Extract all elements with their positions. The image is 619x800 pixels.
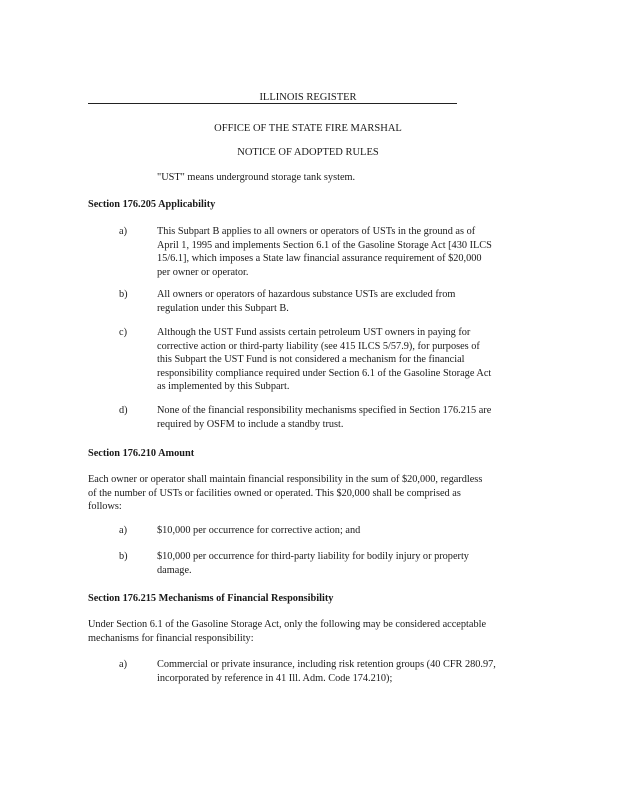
section-205-heading: Section 176.205 Applicability (88, 199, 216, 210)
section-215-body: Under Section 6.1 of the Gasoline Storage Act, only the following may be considered acceptable mechanisms for financial responsibility: (88, 619, 487, 644)
section-210-body: Each owner or operator shall maintain financial responsibility in the sum of $20,000, regardless of the number of USTs or facilities owned or operated. This $20,000 shall be comprised as follows: (88, 474, 483, 513)
section-215-item-a: Commercial or private insurance, including risk retention groups (40 CFR 280.97, incorporated by reference in 41 Ill. Adm. Code 174.210); (157, 659, 496, 684)
section-205-item-c: Although the UST Fund assists certain petroleum UST owners in paying for corrective action or third-party liability (see 415 ILCS 5/57.9), for purposes of this Subpart the UST Fund is not considered a mechanism for the financial responsibility compliance required under Section 6.1 of the Gasoline Storage Act as implemented by this Subpart. (157, 327, 492, 393)
section-205-item-b: All owners or operators of hazardous substance USTs are excluded from regulation under this Subpart B. (157, 289, 456, 314)
register-title: ILLINOIS REGISTER (259, 92, 357, 103)
item-label: a) (119, 525, 127, 536)
item-label: d) (119, 405, 128, 416)
agency-title: OFFICE OF THE STATE FIRE MARSHAL (214, 123, 402, 134)
section-205-item-a: This Subpart B applies to all owners or operators of USTs in the ground as of April 1, 1995 and implements Section 6.1 of the Gasoline Storage Act [430 ILCS 15/6.1], which imposes a State law financial assurance requirement of $20,000 per owner or operator. (157, 226, 492, 278)
notice-title: NOTICE OF ADOPTED RULES (237, 147, 379, 158)
section-215-heading: Section 176.215 Mechanisms of Financial Responsibility (88, 593, 334, 604)
item-label: b) (119, 551, 128, 562)
item-label: c) (119, 327, 127, 338)
section-205-item-d: None of the financial responsibility mechanisms specified in Section 176.215 are required by OSFM to include a standby trust. (157, 405, 492, 430)
section-210-item-a: $10,000 per occurrence for corrective action; and (157, 525, 361, 536)
ust-definition: "UST" means underground storage tank system. (157, 172, 356, 183)
section-210-item-b: $10,000 per occurrence for third-party liability for bodily injury or property damage. (157, 551, 469, 576)
item-label: a) (119, 659, 127, 670)
item-label: b) (119, 289, 128, 300)
section-210-heading: Section 176.210 Amount (88, 448, 195, 459)
item-label: a) (119, 226, 127, 237)
